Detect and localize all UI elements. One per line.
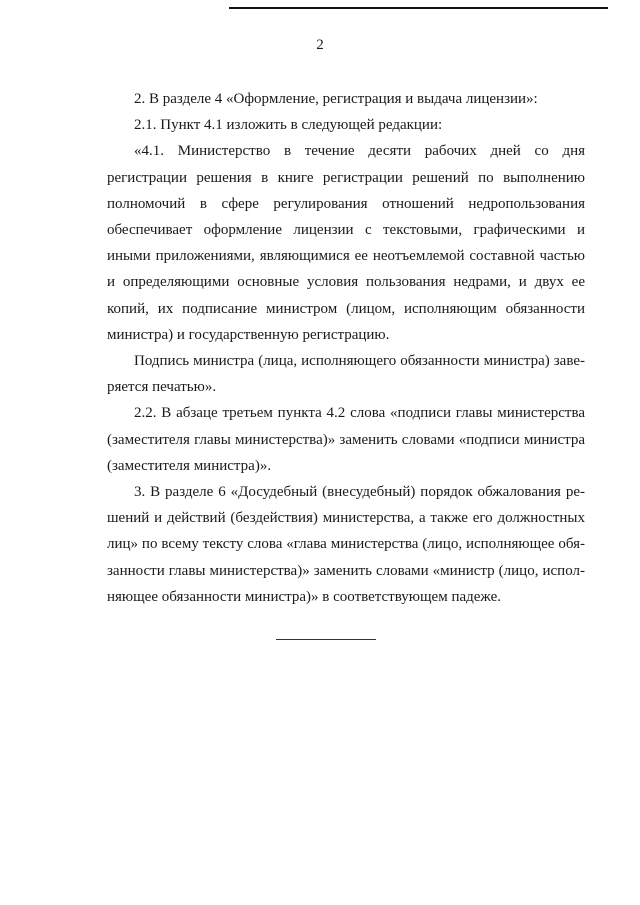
paragraph-section-6: 3. В разделе 6 «Досудебный (внесудебный) порядок обжалования решений и действий (бездействия) министерства, а также его должностных лиц» по всему тексту слова «глава министерства (лицо, исполняющее обязанности главы министерства)» заменить словами «министр (лицо, исполняющее обязанности министра)» в соответствующем падеже. <box>107 484 585 605</box>
page-number: 2 <box>316 37 324 53</box>
paragraph-item-2-2: 2.2. В абзаце третьем пункта 4.2 слова «подписи главы министерства (заместителя главы министерства)» заменить словами «подписи министра (заместителя министра)». <box>107 405 585 474</box>
closing-rule <box>276 639 376 640</box>
paragraph-signature-seal: Подпись министра (лица, исполняющего обязанности министра) заверяется печатью». <box>107 353 585 396</box>
paragraph-item-2-1: 2.1. Пункт 4.1 изложить в следующей редакции: <box>134 117 443 134</box>
document-body <box>107 86 585 610</box>
header-rule <box>229 7 608 9</box>
paragraph-quoted-item-4-1: «4.1. Министерство в течение десяти рабочих дней со дня регистрации решения в книге регистрации решений по выполнению полномочий в сфере регулирования отношений недропользования обеспечивает оформление лицензии с текстовыми, графическими и иными приложениями, являющимися ее неотъемлемой составной частью и определяющими основные условия пользования недрами, и двух ее копий, их подписание министром (лицом, исполняющим обязанности министра) и государственную регистрацию. <box>107 143 585 343</box>
paragraph-section-4-heading: 2. В разделе 4 «Оформление, регистрация и выдача лицензии»: <box>134 91 538 107</box>
